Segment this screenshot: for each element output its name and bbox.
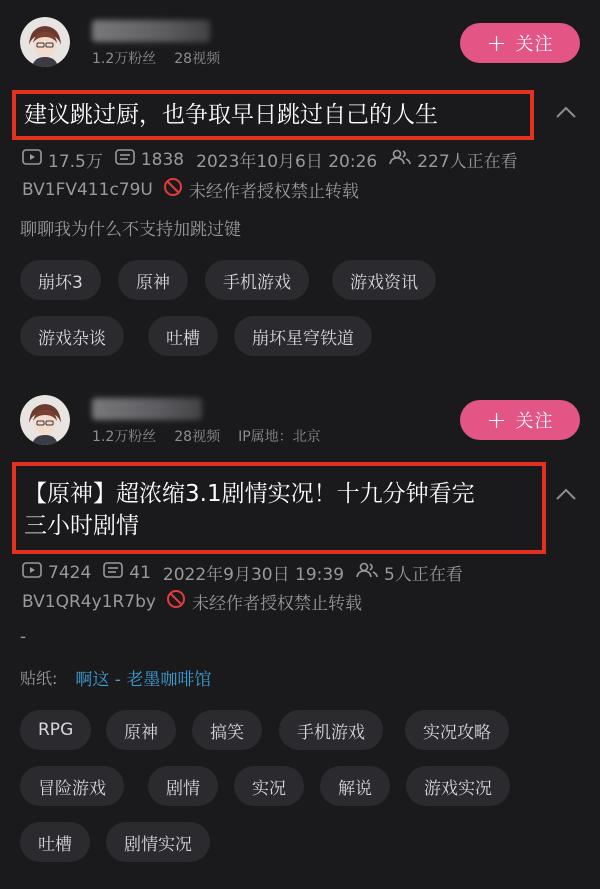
danmaku-icon <box>103 562 123 583</box>
follow-button[interactable] <box>460 400 580 440</box>
tag-chip[interactable]: 实况 <box>234 766 304 806</box>
publish-date: 2023年10月6日 20:26 <box>196 152 378 172</box>
follow-button[interactable] <box>460 23 580 63</box>
author-avatar[interactable] <box>20 395 70 445</box>
stats-row <box>22 560 463 585</box>
tag-chip[interactable]: 解说 <box>320 766 390 806</box>
author-meta <box>92 426 339 446</box>
watching-count: 227人正在看 <box>417 152 518 172</box>
video-count: 28视频 <box>174 51 221 67</box>
tag-chip[interactable]: 搞笑 <box>192 710 262 750</box>
view-count: 17.5万 <box>48 152 103 172</box>
sticker-link[interactable]: 啊这 - 老墨咖啡馆 <box>75 670 212 690</box>
play-count-icon <box>22 562 42 583</box>
tag-chip[interactable]: RPG <box>20 710 91 750</box>
bvid[interactable]: BV1FV411c79U <box>22 179 153 200</box>
video-title-text: 建议跳过厨，也争取早日跳过自己的人生 <box>24 102 438 128</box>
publish-date: 2022年9月30日 19:39 <box>162 565 345 585</box>
tag-chip[interactable]: 手机游戏 <box>205 260 309 300</box>
follow-label: 关注 <box>515 34 554 55</box>
sticker-label: 贴纸: <box>20 669 58 688</box>
bvid-row <box>22 589 362 614</box>
collapse-chevron-icon[interactable] <box>555 100 577 125</box>
tag-chip[interactable]: 崩坏3 <box>20 260 101 300</box>
collapse-chevron-icon[interactable] <box>555 482 577 507</box>
danmaku-icon <box>115 149 135 170</box>
tag-chip[interactable]: 手机游戏 <box>279 710 383 750</box>
no-repost-icon <box>163 177 183 202</box>
tag-chip[interactable]: 原神 <box>118 260 188 300</box>
video-title <box>12 462 546 554</box>
tag-chip[interactable]: 吐槽 <box>20 822 90 862</box>
watching-icon <box>389 149 411 170</box>
stats-row <box>22 147 518 172</box>
video-title-line1: 【原神】超浓缩3.1剧情实况！十九分钟看完 <box>24 481 475 507</box>
play-count-icon <box>22 149 42 170</box>
author-name-blurred[interactable] <box>92 398 202 420</box>
tag-chip[interactable]: 剧情 <box>148 766 218 806</box>
watching-count: 5人正在看 <box>384 565 463 585</box>
tag-chip[interactable]: 游戏实况 <box>406 766 510 806</box>
author-avatar[interactable] <box>20 17 70 67</box>
ip-location: IP属地：北京 <box>238 429 321 445</box>
fans-count: 1.2万粉丝 <box>92 429 157 445</box>
tag-chip[interactable]: 崩坏星穹铁道 <box>234 316 372 356</box>
author-name-blurred[interactable] <box>92 20 210 42</box>
comment-count: 41 <box>129 562 151 583</box>
view-count: 7424 <box>48 562 92 583</box>
fans-count: 1.2万粉丝 <box>92 51 157 67</box>
bvid-row <box>22 177 359 202</box>
video-title-line2: 三小时剧情 <box>24 513 139 539</box>
video-description: 聊聊我为什么不支持加跳过键 <box>20 220 241 240</box>
author-meta <box>92 48 238 68</box>
tag-chip[interactable]: 游戏杂谈 <box>20 316 124 356</box>
plus-icon: + <box>486 29 508 57</box>
watching-icon <box>356 562 378 583</box>
comment-count: 1838 <box>140 149 185 170</box>
copyright-notice: 未经作者授权禁止转载 <box>191 594 362 614</box>
tag-chip[interactable]: 吐槽 <box>148 316 218 356</box>
video-count: 28视频 <box>174 429 221 445</box>
bvid[interactable]: BV1QR4y1R7by <box>22 591 156 612</box>
video-description: - <box>20 627 27 647</box>
tag-chip[interactable]: 剧情实况 <box>106 822 210 862</box>
follow-label: 关注 <box>515 411 554 432</box>
plus-icon: + <box>486 406 508 434</box>
tag-chip[interactable]: 冒险游戏 <box>20 766 124 806</box>
tag-chip[interactable]: 原神 <box>106 710 176 750</box>
no-repost-icon <box>166 589 186 614</box>
tag-chip[interactable]: 实况攻略 <box>405 710 509 750</box>
sticker-row <box>20 665 211 690</box>
copyright-notice: 未经作者授权禁止转载 <box>188 182 359 202</box>
tag-chip[interactable]: 游戏资讯 <box>332 260 436 300</box>
video-title <box>12 90 534 140</box>
